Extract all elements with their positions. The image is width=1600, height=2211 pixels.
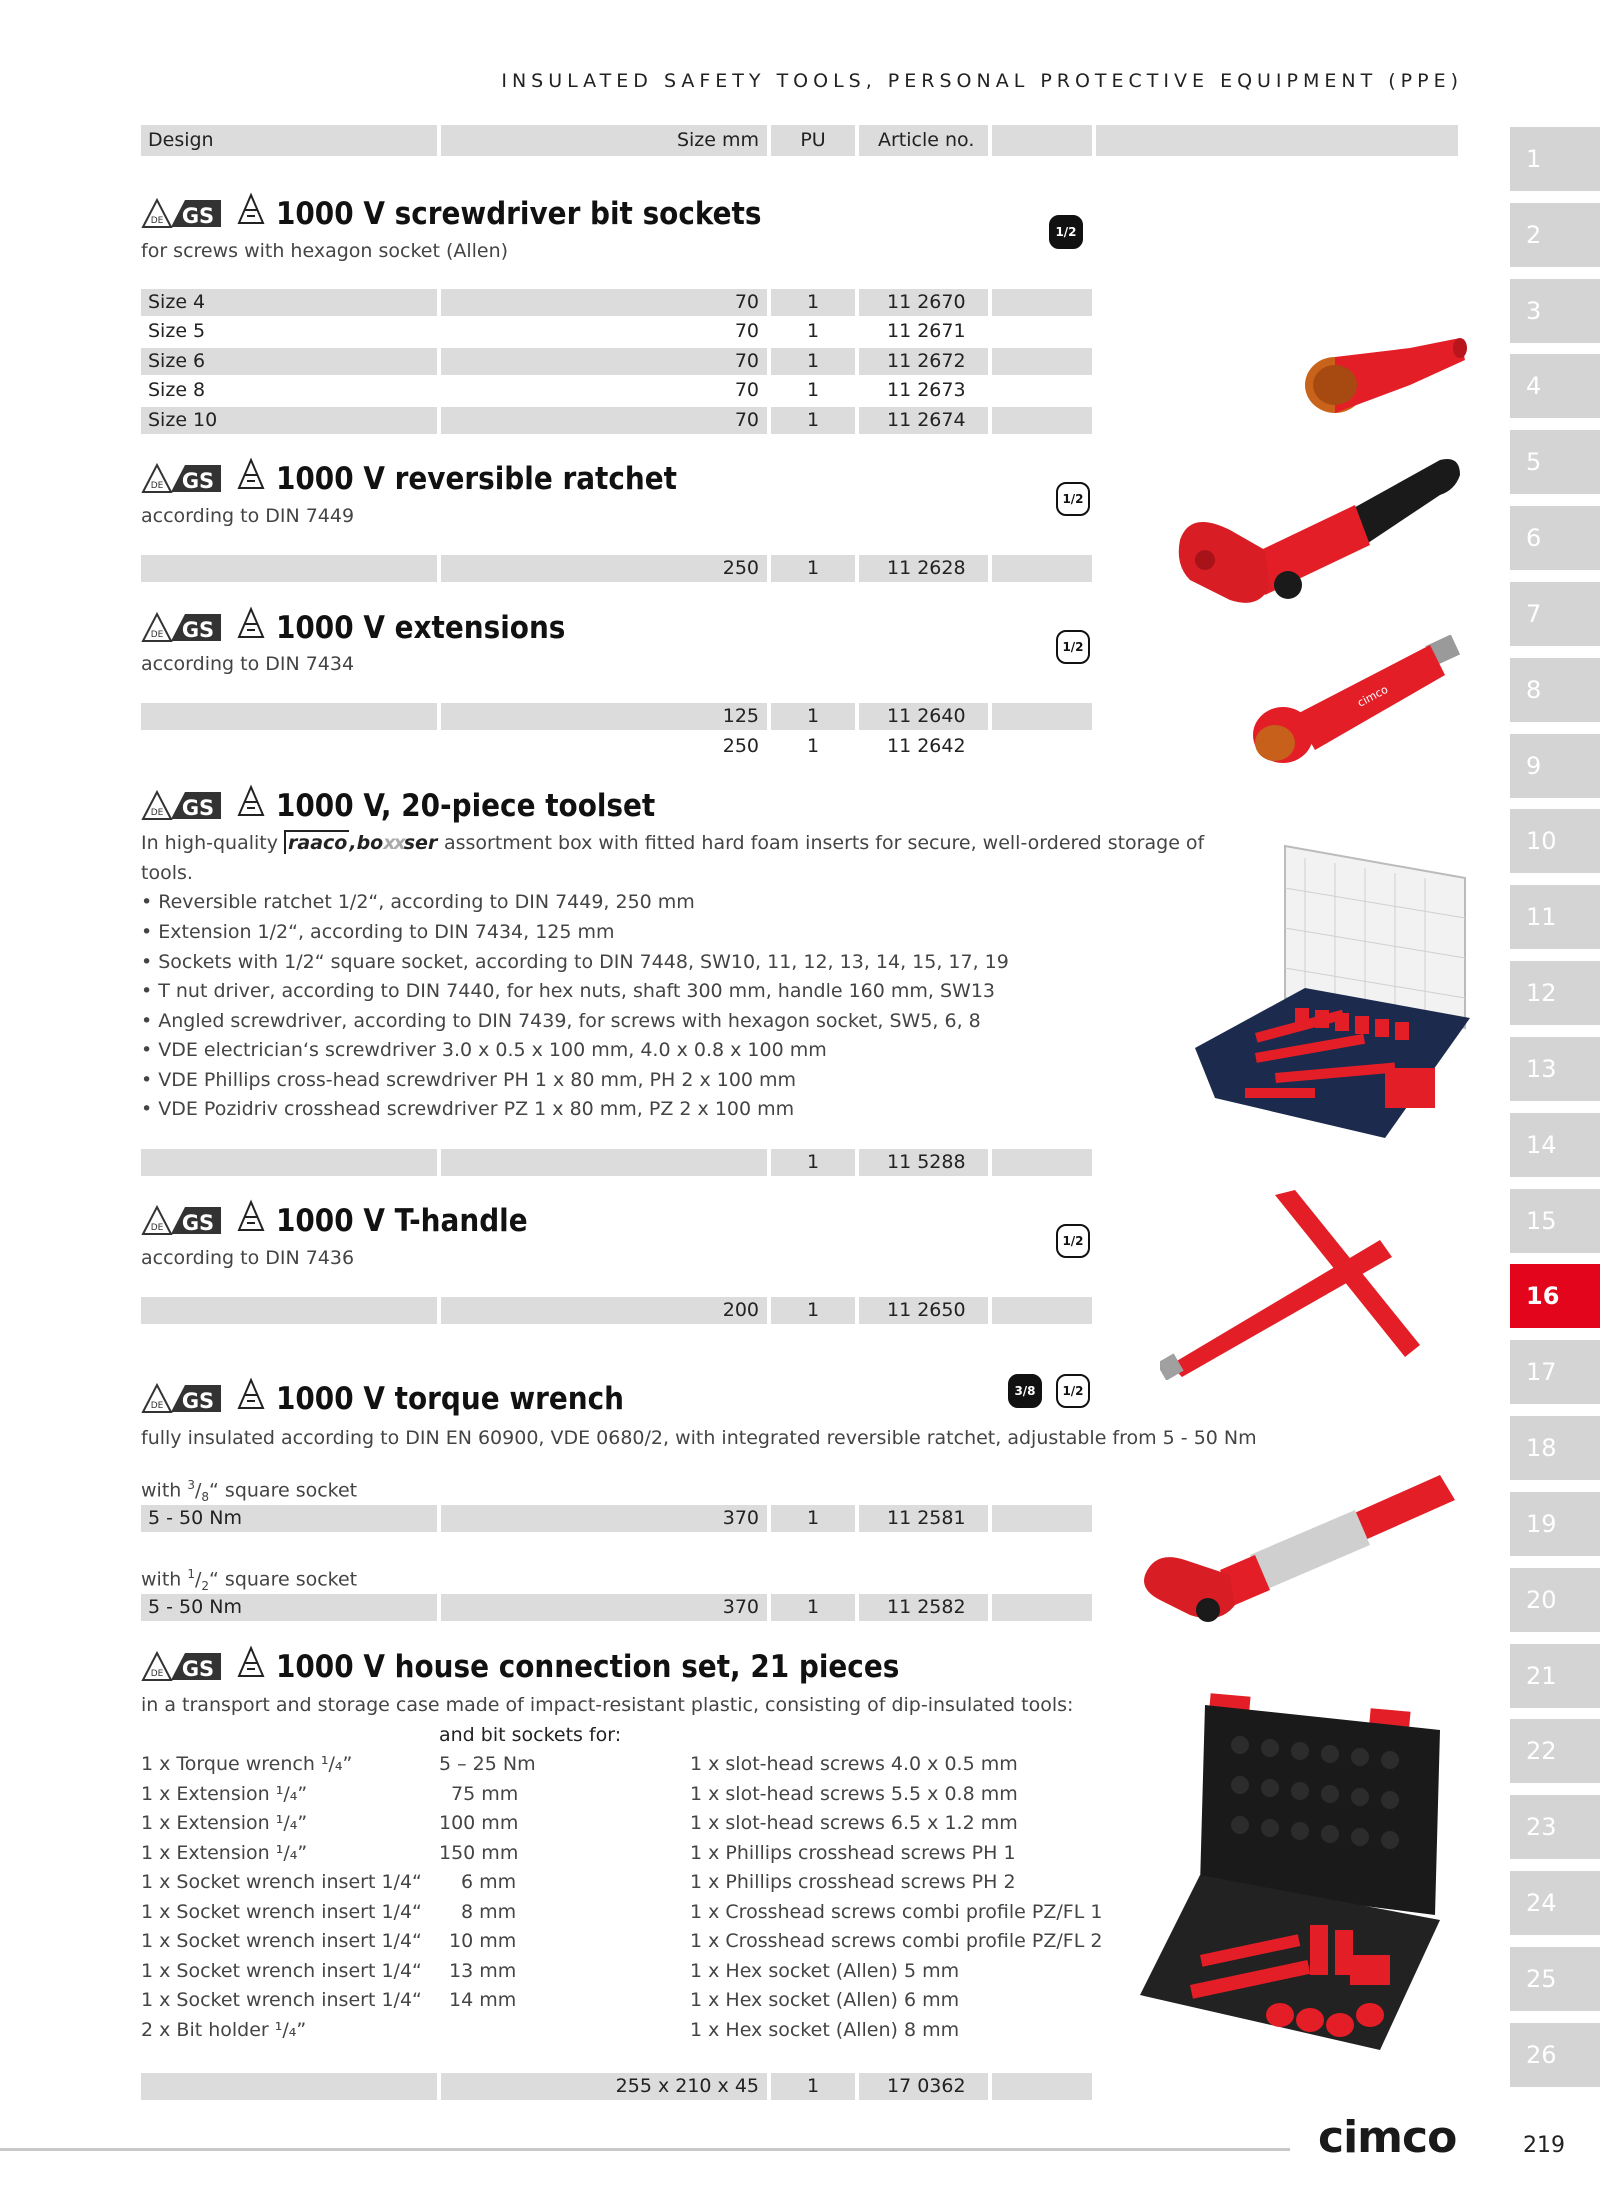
svg-text:DE: DE (150, 808, 164, 818)
list-item: • T nut driver, according to DIN 7440, for hex nuts, shaft 300 mm, handle 160 mm, SW13 (141, 980, 995, 1002)
chapter-tab[interactable]: 11 (1510, 885, 1600, 949)
chapter-tab[interactable]: 18 (1510, 1416, 1600, 1480)
high-voltage-warning-icon (236, 1645, 266, 1679)
high-voltage-warning-icon (236, 1377, 266, 1411)
section-title: 1000 V screwdriver bit sockets (276, 196, 762, 232)
three-eighths-drive-icon: 3/8 (1008, 1374, 1042, 1408)
bit-socket-product-image (1300, 330, 1470, 420)
chapter-tab[interactable]: 15 (1510, 1189, 1600, 1253)
list-item: 1 x Socket wrench insert 1/4“ 14 mm 1 x Hex socket (Allen) 6 mm (141, 1989, 960, 2011)
chapter-tab[interactable]: 8 (1510, 658, 1600, 722)
toolset-intro-cont: tools. (141, 862, 193, 884)
list-item: 1 x Socket wrench insert 1/4“ 8 mm 1 x Crosshead screws combi profile PZ/FL 1 (141, 1900, 1103, 1923)
col-extra-header (992, 125, 1092, 156)
chapter-tab[interactable]: 10 (1510, 809, 1600, 873)
half-inch-drive-icon: 1/2 (1056, 1374, 1090, 1408)
raaco-boxxser-logo: raaco ,boxxser (284, 830, 444, 854)
section-subtitle: according to DIN 7436 (141, 1247, 355, 1269)
svg-text:GS: GS (181, 204, 215, 228)
list-item: • VDE electrician‘s screwdriver 3.0 x 0.5 x 100 mm, 4.0 x 0.8 x 100 mm (141, 1039, 827, 1061)
col-size-header: Size mm (441, 125, 767, 156)
svg-text:GS: GS (181, 796, 215, 820)
half-inch-drive-icon: 1/2 (1049, 215, 1083, 249)
list-item: 1 x Extension ¹/₄” 75 mm 1 x slot-head screws 5.5 x 0.8 mm (141, 1782, 1018, 1805)
col-image-header (1096, 125, 1458, 156)
section-title: 1000 V extensions (276, 610, 566, 646)
section-title: 1000 V reversible ratchet (276, 461, 678, 497)
high-voltage-warning-icon (236, 606, 266, 640)
list-item: • Reversible ratchet 1/2“, according to DIN 7449, 250 mm (141, 891, 695, 913)
t-handle-product-image (1160, 1185, 1460, 1380)
list-item: 1 x Extension ¹/₄” 100 mm 1 x slot-head screws 6.5 x 1.2 mm (141, 1812, 1018, 1834)
svg-text:DE: DE (150, 1669, 164, 1679)
de-gs-certification-icon (141, 194, 225, 230)
col-article-header: Article no. (859, 125, 988, 156)
cimco-logo: cimco (1318, 2112, 1457, 2163)
de-gs-certification-icon (141, 459, 225, 495)
svg-text:DE: DE (150, 481, 164, 491)
chapter-tab[interactable]: 20 (1510, 1568, 1600, 1632)
high-voltage-warning-icon (236, 1199, 266, 1233)
section-subtitle: according to DIN 7449 (141, 505, 355, 527)
high-voltage-warning-icon (236, 784, 266, 818)
de-gs-certification-icon (141, 1379, 225, 1415)
svg-text:GS: GS (181, 1211, 215, 1235)
half-inch-drive-icon: 1/2 (1056, 1224, 1090, 1258)
svg-text:DE: DE (150, 630, 164, 640)
list-item: • Extension 1/2“, according to DIN 7434, 125 mm (141, 921, 615, 943)
toolset-case-product-image (1185, 838, 1470, 1158)
chapter-tab[interactable]: 12 (1510, 961, 1600, 1025)
svg-text:cimco: cimco (1355, 682, 1391, 710)
group-label: with $^1/_2“$ square socket (141, 1567, 358, 1594)
section-title: 1000 V T-handle (276, 1203, 528, 1239)
section-title: 1000 V house connection set, 21 pieces (276, 1649, 900, 1685)
house-connection-case-product-image (1130, 1685, 1460, 2055)
section-subtitle: for screws with hexagon socket (Allen) (141, 240, 509, 262)
svg-text:DE: DE (150, 216, 164, 226)
section-title: 1000 V, 20-piece toolset (276, 788, 656, 824)
chapter-tab[interactable]: 21 (1510, 1644, 1600, 1708)
chapter-tab[interactable]: 4 (1510, 354, 1600, 418)
col-design-header: Design (141, 125, 437, 156)
section-subtitle: in a transport and storage case made of impact-resistant plastic, consisting of dip-insulated tools: (141, 1694, 1074, 1716)
chapter-tab[interactable]: 26 (1510, 2023, 1600, 2087)
chapter-tab[interactable]: 5 (1510, 430, 1600, 494)
chapter-tab[interactable]: 14 (1510, 1113, 1600, 1177)
svg-text:GS: GS (181, 1389, 215, 1413)
list-item: • VDE Pozidriv crosshead screwdriver PZ 1 x 80 mm, PZ 2 x 100 mm (141, 1098, 795, 1120)
svg-text:GS: GS (181, 618, 215, 642)
list-item: • Sockets with 1/2“ square socket, according to DIN 7448, SW10, 11, 12, 13, 14, 15, 17, 19 (141, 951, 1009, 973)
chapter-tab[interactable]: 3 (1510, 279, 1600, 343)
page-header-title: INSULATED SAFETY TOOLS, PERSONAL PROTECTIVE EQUIPMENT (PPE) (501, 70, 1463, 92)
svg-text:GS: GS (181, 1657, 215, 1681)
col-pu-header: PU (771, 125, 855, 156)
de-gs-certification-icon (141, 608, 225, 644)
list-item: 2 x Bit holder ¹/₄” 1 x Hex socket (Allen) 8 mm (141, 2018, 960, 2041)
list-item: 1 x Socket wrench insert 1/4“ 10 mm 1 x Crosshead screws combi profile PZ/FL 2 (141, 1930, 1103, 1952)
chapter-tab[interactable]: 2 (1510, 203, 1600, 267)
de-gs-certification-icon (141, 1647, 225, 1683)
kit-contents-list (141, 1750, 1141, 2045)
footer-rule (0, 2148, 1290, 2151)
half-inch-drive-icon: 1/2 (1056, 630, 1090, 664)
page-number: 219 (1523, 2133, 1565, 2158)
extension-product-image (1235, 635, 1465, 775)
high-voltage-warning-icon (236, 192, 266, 226)
group-label: with $^3/_8“$ square socket (141, 1478, 358, 1505)
svg-text:GS: GS (181, 469, 215, 493)
chapter-tab-active[interactable]: 16 (1510, 1264, 1600, 1328)
list-item: • VDE Phillips cross-head screwdriver PH 1 x 80 mm, PH 2 x 100 mm (141, 1069, 797, 1091)
high-voltage-warning-icon (236, 457, 266, 491)
section-subtitle: fully insulated according to DIN EN 60900, VDE 0680/2, with integrated reversible ratchet, adjustable from 5 - 50 Nm (141, 1427, 1257, 1449)
chapter-tab[interactable]: 24 (1510, 1871, 1600, 1935)
list-item: 1 x Torque wrench ¹/₄” 5 – 25 Nm 1 x slot-head screws 4.0 x 0.5 mm (141, 1753, 1018, 1775)
toolset-intro: In high-quality raaco ,boxxser assortment box with fitted hard foam inserts for secure, well-ordered storage of (141, 832, 1205, 854)
chapter-tab[interactable]: 25 (1510, 1947, 1600, 2011)
section-subtitle: according to DIN 7434 (141, 653, 355, 675)
list-item: • Angled screwdriver, according to DIN 7439, for screws with hexagon socket, SW5, 6, 8 (141, 1010, 981, 1032)
chapter-tab[interactable]: 13 (1510, 1037, 1600, 1101)
list-item: 1 x Socket wrench insert 1/4“ 6 mm 1 x Phillips crosshead screws PH 2 (141, 1871, 1016, 1893)
chapter-tab[interactable]: 17 (1510, 1340, 1600, 1404)
list-item: 1 x Socket wrench insert 1/4“ 13 mm 1 x Hex socket (Allen) 5 mm (141, 1959, 960, 1982)
list-item: 1 x Extension ¹/₄” 150 mm 1 x Phillips crosshead screws PH 1 (141, 1841, 1016, 1864)
chapter-tab[interactable]: 7 (1510, 582, 1600, 646)
chapter-tab[interactable]: 23 (1510, 1795, 1600, 1859)
svg-text:DE: DE (150, 1401, 164, 1411)
half-inch-drive-icon: 1/2 (1056, 482, 1090, 516)
svg-text:DE: DE (150, 1223, 164, 1233)
section-bit-sockets-heading (141, 194, 225, 234)
chapter-tab[interactable]: 1 (1510, 127, 1600, 191)
bit-sockets-heading: and bit sockets for: (439, 1724, 622, 1746)
chapter-tab[interactable]: 6 (1510, 506, 1600, 570)
chapter-tab[interactable]: 9 (1510, 734, 1600, 798)
torque-wrench-product-image (1140, 1460, 1460, 1630)
chapter-tab[interactable]: 22 (1510, 1719, 1600, 1783)
de-gs-certification-icon (141, 786, 225, 822)
ratchet-product-image (1170, 450, 1470, 620)
de-gs-certification-icon (141, 1201, 225, 1237)
chapter-tab[interactable]: 19 (1510, 1492, 1600, 1556)
section-title: 1000 V torque wrench (276, 1381, 625, 1417)
